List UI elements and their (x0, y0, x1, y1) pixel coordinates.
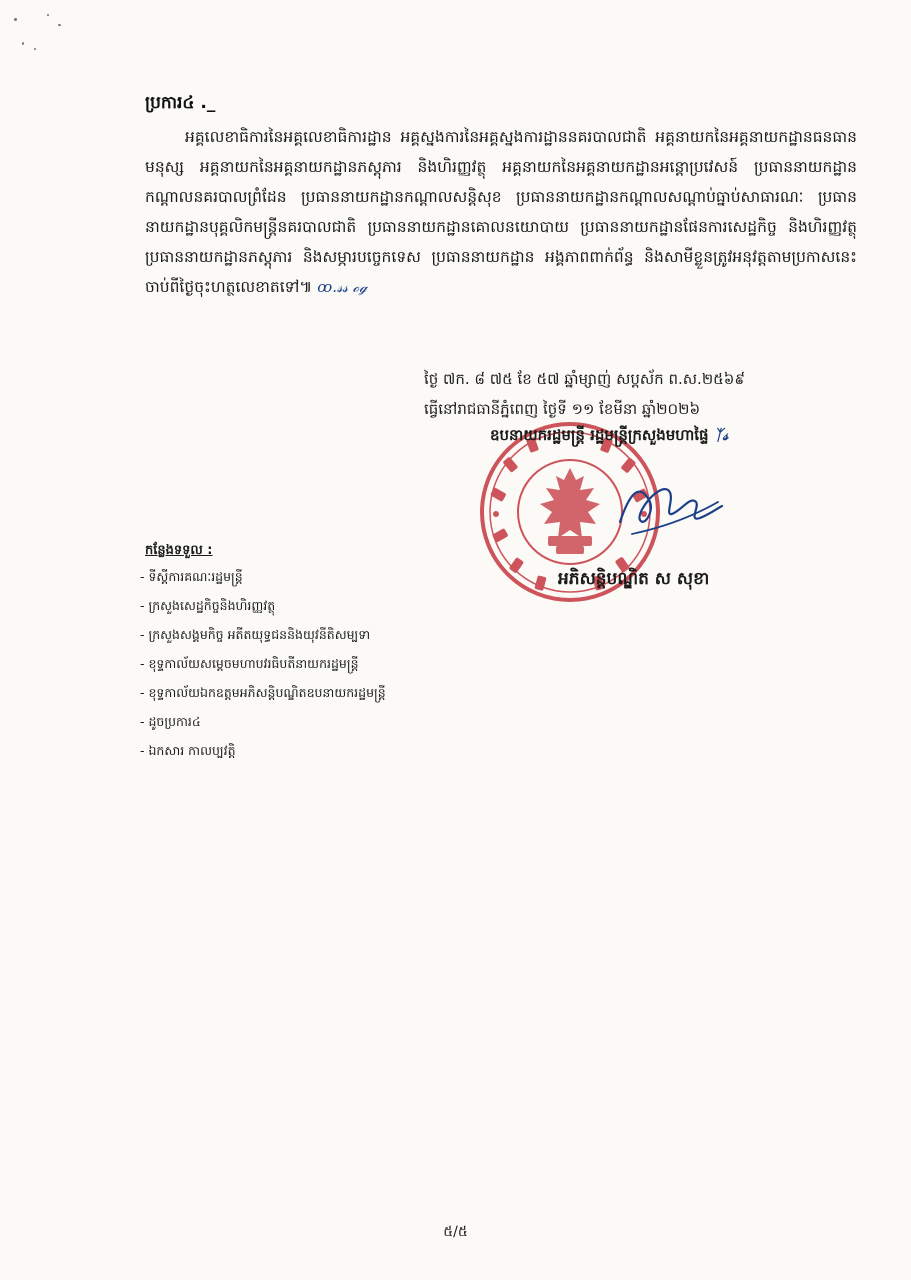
handwritten-signature (610, 472, 725, 552)
article-heading: ប្រការ៤ ._ (145, 93, 216, 113)
minister-title-text: ឧបនាយករដ្ឋមន្ត្រី រដ្ឋមន្ត្រីក្រសួងមហាផ្ទៃ (490, 426, 709, 444)
recipient-item: - ឯកសារ កាលប្បវត្តិ (140, 736, 386, 765)
signer-name: អភិសន្តិបណ្ឌិត ស សុខា (558, 569, 710, 589)
handwritten-mark: ᛉ𝓈 (708, 426, 729, 444)
date-lunar: ថ្ងៃ ៧ក. ៨ ៧៥ ខែ ៥៧ ឆ្នាំម្សាញ់ សប្តស័ក ព.ស.២៥៦៩ (424, 370, 746, 388)
scan-speck (58, 24, 61, 26)
recipient-item: - ទីស្តីការគណៈរដ្ឋមន្ត្រី (140, 562, 386, 591)
recipient-item: - ក្រសួងសង្គមកិច្ច អតីតយុទ្ធជននិងយុវនីតិសម្បទា (140, 620, 386, 649)
recipients-list (140, 562, 386, 765)
minister-title (490, 426, 728, 448)
page-number: ៥/៥ (443, 1224, 468, 1240)
scan-speck (34, 48, 36, 50)
recipient-item: - ខុទ្ទកាល័យសម្តេចមហាបវរធិបតីនាយករដ្ឋមន្ត្រី (140, 649, 386, 678)
recipients-heading: កន្លែងទទួល : (145, 543, 213, 558)
handwritten-initials: ꝏ.𝓈𝓈 ℴℊ (317, 278, 368, 296)
scan-speck (47, 14, 49, 16)
scan-speck (14, 18, 17, 21)
scan-speck (22, 42, 24, 45)
recipient-item: - ដូចប្រការ៤ (140, 707, 386, 736)
recipient-item: - ខុទ្ទកាល័យឯកឧត្តមអភិសន្តិបណ្ឌិតឧបនាយករដ្ឋមន្ត្រី (140, 678, 386, 707)
recipient-item: - ក្រសួងសេដ្ឋកិច្ចនិងហិរញ្ញវត្ថុ (140, 591, 386, 620)
article-body (145, 122, 857, 302)
article-body-text: អគ្គលេខាធិការនៃអគ្គលេខាធិការដ្ឋាន អគ្គស្នងការនៃអគ្គស្នងការដ្ឋាននគរបាលជាតិ អគ្គនាយកនៃអគ្គនាយកដ្ឋានធនធានមនុស្ស អគ្គនាយកនៃអគ្គនាយកដ្ឋានភស្តុភារ និងហិរញ្ញវត្ថុ អគ្គនាយកនៃអគ្គនាយកដ្ឋានអន្តោប្រវេសន៍ ប្រធាននាយកដ្ឋានកណ្តាលនគរបាលព្រំដែន ប្រធាននាយកដ្ឋានកណ្តាលសន្តិសុខ ប្រធាននាយកដ្ឋានកណ្តាលសណ្តាប់ធ្នាប់សាធារណៈ ប្រធាននាយកដ្ឋានបុគ្គលិកមន្ត្រីនគរបាលជាតិ ប្រធាននាយកដ្ឋានគោលនយោបាយ ប្រធាននាយកដ្ឋានផែនការសេដ្ឋកិច្ច និងហិរញ្ញវត្ថុ ប្រធាននាយកដ្ឋានភស្តុភារ និងសម្ភារបច្ចេកទេស ប្រធាននាយកដ្ឋាន អង្គភាពពាក់ព័ន្ធ និងសាមីខ្លួនត្រូវអនុវត្តតាមប្រកាសនេះ ចាប់ពីថ្ងៃចុះហត្ថលេខាតទៅ៕ (145, 128, 857, 296)
date-solar: ធ្វើនៅរាជធានីភ្នំពេញ ថ្ងៃទី ១១ ខែមីនា ឆ្នាំ២០២៦ (424, 400, 701, 418)
